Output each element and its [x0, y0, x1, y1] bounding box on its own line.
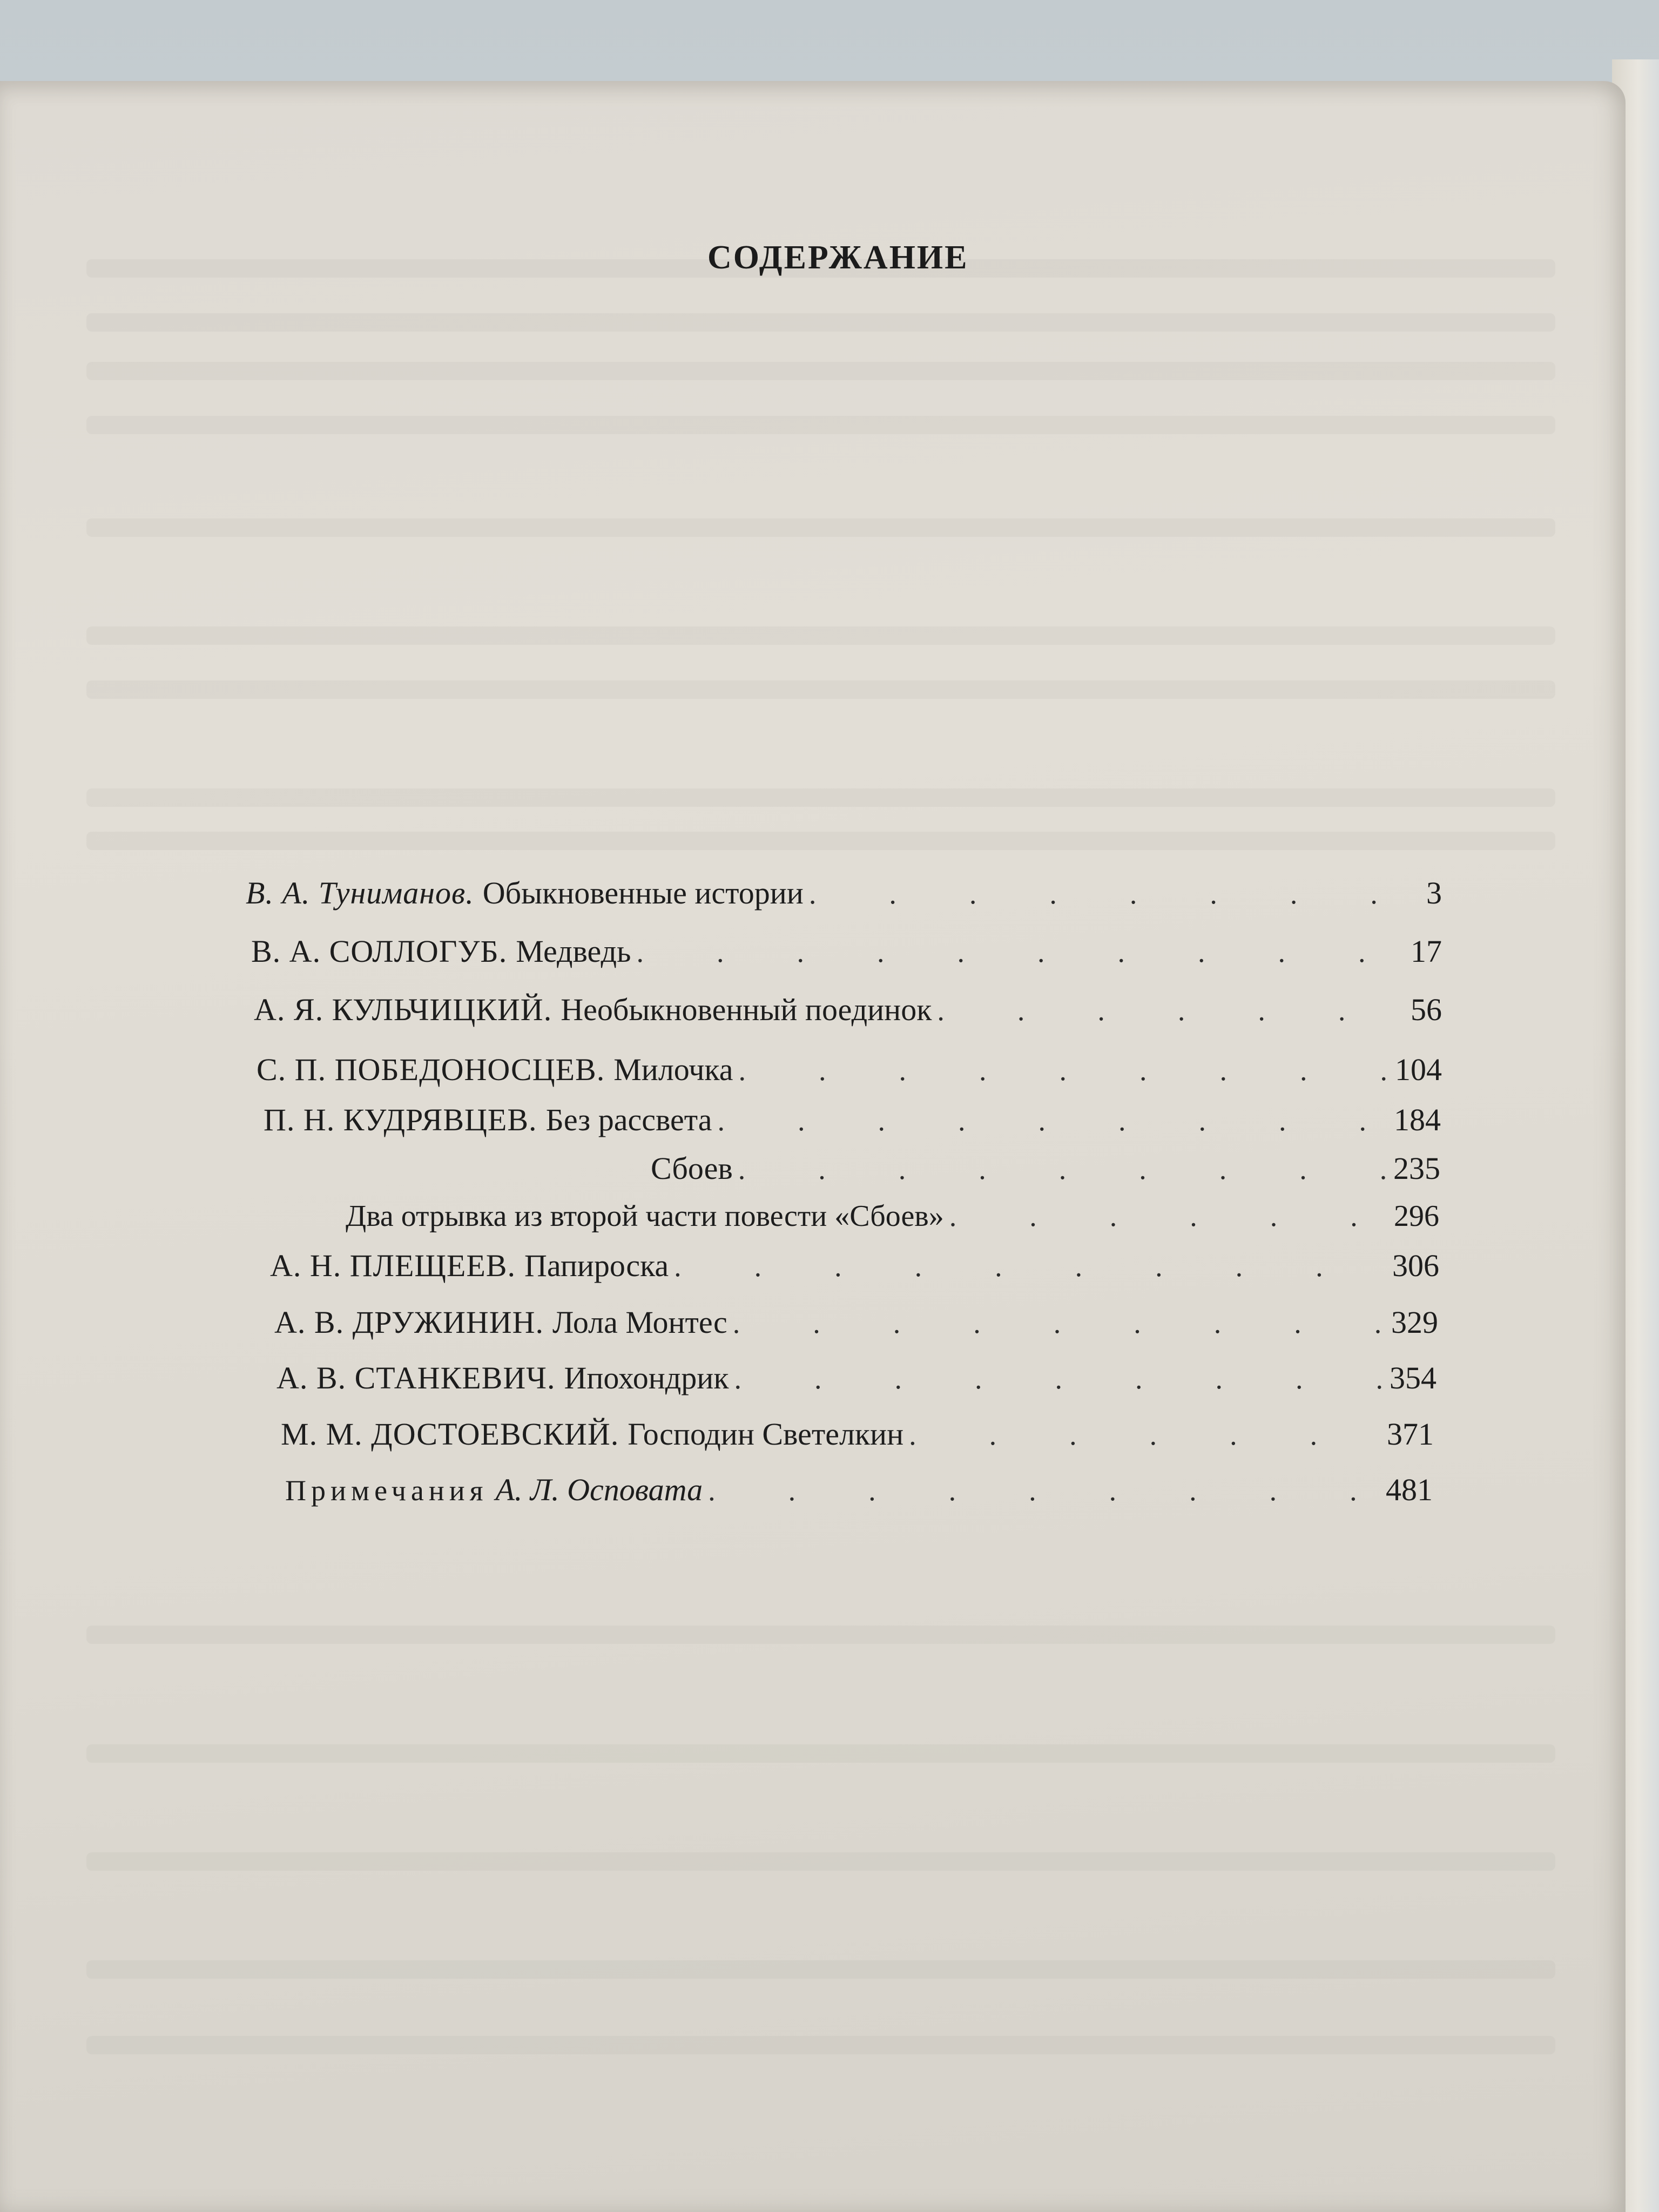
toc-author: А. В. СТАНКЕВИЧ.: [276, 1360, 556, 1395]
toc-work-title: Сбоев: [651, 1151, 733, 1186]
toc-page-number: 329: [1391, 1305, 1438, 1340]
toc-entry: [254, 992, 1442, 1030]
toc-entry: [246, 875, 1442, 914]
dot-leader: [809, 877, 1406, 911]
dot-leader: [949, 1199, 1388, 1233]
dot-leader: [637, 935, 1398, 969]
toc-entry: [281, 1416, 1434, 1455]
toc-entry: [274, 1304, 1438, 1343]
dot-leader: [734, 1362, 1385, 1395]
toc-page-number: 296: [1394, 1199, 1439, 1233]
dot-leader: [909, 1418, 1381, 1452]
toc-work-title: Необыкновенный поединок: [561, 992, 932, 1027]
dot-leader: [674, 1250, 1387, 1283]
toc-entry: [346, 1199, 1439, 1238]
dot-leader: [738, 1152, 1388, 1186]
toc-entry: [264, 1102, 1441, 1141]
dot-leader: [718, 1104, 1388, 1137]
toc-page-number: 184: [1394, 1102, 1441, 1137]
toc-page-number: 371: [1387, 1417, 1434, 1452]
toc-author: А. В. ДРУЖИНИН.: [274, 1305, 544, 1340]
toc-work-title: Без рассвета: [545, 1102, 712, 1137]
dot-leader: [937, 994, 1405, 1027]
toc-work-title: Ипохондрик: [564, 1360, 729, 1395]
toc-author: В. А. СОЛЛОГУБ.: [251, 934, 508, 969]
toc-author: А. Я. КУЛЬЧИЦКИЙ.: [254, 992, 552, 1027]
toc-work-title: Обыкновенные истории: [482, 875, 804, 911]
toc-work-title: Медведь: [516, 934, 631, 969]
toc-page-number: 354: [1390, 1360, 1437, 1395]
toc-entry: [257, 1051, 1442, 1090]
toc-page-number: 3: [1426, 875, 1442, 911]
toc-page-number: 235: [1393, 1151, 1440, 1186]
toc-author: П. Н. КУДРЯВЦЕВ.: [264, 1102, 537, 1137]
toc-author: С. П. ПОБЕДОНОСЦЕВ.: [257, 1052, 605, 1087]
toc-page-number: 104: [1395, 1052, 1442, 1087]
toc-author: В. А. Туниманов.: [246, 875, 474, 911]
toc-work-title: Милочка: [613, 1052, 733, 1087]
toc-page-number: 481: [1386, 1472, 1433, 1507]
dot-leader: [738, 1054, 1390, 1087]
toc-notes-author: А. Л. Осповата: [495, 1472, 703, 1507]
toc-work-title: Два отрывка из второй части повести «Сбоев»: [346, 1199, 944, 1233]
toc-work-title: Лола Монтес: [552, 1305, 727, 1340]
toc-entry: [276, 1360, 1437, 1399]
toc-entry: [270, 1247, 1439, 1286]
toc-author: М. М. ДОСТОЕВСКИЙ.: [281, 1417, 619, 1452]
toc-work-title: Папироска: [524, 1248, 669, 1283]
toc-page-number: 306: [1392, 1248, 1439, 1283]
toc-notes-label: Примечания: [285, 1474, 488, 1507]
dot-leader: [733, 1306, 1386, 1340]
toc-page-number: 17: [1411, 934, 1442, 969]
page-title: СОДЕРЖАНИЕ: [707, 239, 969, 276]
toc-entry: [285, 1472, 1433, 1510]
toc-author: А. Н. ПЛЕЩЕЕВ.: [270, 1248, 516, 1283]
dot-leader: [708, 1474, 1380, 1507]
toc-entry: [651, 1150, 1440, 1189]
toc-work-title: Господин Светелкин: [628, 1417, 904, 1452]
toc-entry: [251, 933, 1442, 972]
toc-page-number: 56: [1411, 992, 1442, 1027]
